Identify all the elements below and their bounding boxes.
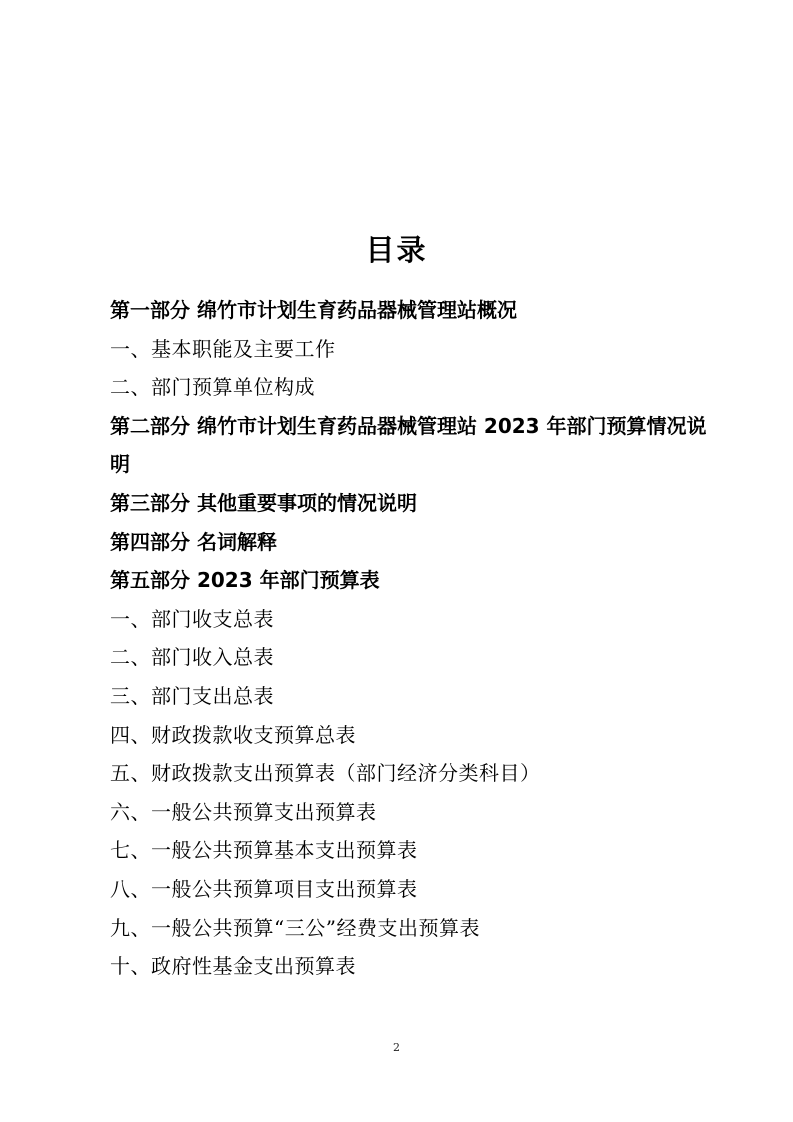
toc-entry-part-5-item-2: 二、部门收入总表 bbox=[110, 645, 274, 670]
toc-entry-part-5-item-1: 一、部门收支总表 bbox=[110, 606, 274, 631]
toc-list bbox=[110, 291, 710, 986]
toc-entry-part-5-item-8: 八、一般公共预算项目支出预算表 bbox=[110, 876, 418, 901]
toc-entry-part-4: 第四部分 名词解释 bbox=[110, 529, 277, 554]
toc-title: 目录 bbox=[365, 233, 428, 267]
toc-entry-part-5-item-9: 九、一般公共预算“三公”经费支出预算表 bbox=[110, 915, 480, 940]
toc-entry-part-3: 第三部分 其他重要事项的情况说明 bbox=[110, 490, 417, 515]
toc-entry-part-5-item-7: 七、一般公共预算基本支出预算表 bbox=[110, 838, 418, 863]
toc-entry-part-1-item-1: 一、基本职能及主要工作 bbox=[110, 336, 336, 361]
toc-entry-part-5-item-3: 三、部门支出总表 bbox=[110, 683, 274, 708]
toc-entry-part-2: 第二部分 绵竹市计划生育药品器械管理站 2023 年部门预算情况说明 bbox=[110, 413, 707, 477]
toc-entry-part-5-item-6: 六、一般公共预算支出预算表 bbox=[110, 799, 377, 824]
toc-entry-part-1-item-2: 二、部门预算单位构成 bbox=[110, 375, 315, 400]
toc-entry-part-1: 第一部分 绵竹市计划生育药品器械管理站概况 bbox=[110, 298, 517, 322]
page-number: 2 bbox=[393, 1041, 400, 1054]
toc-entry-part-5: 第五部分 2023 年部门预算表 bbox=[110, 568, 380, 593]
toc-entry-part-5-item-4: 四、财政拨款收支预算总表 bbox=[110, 722, 356, 747]
toc-entry-part-5-item-10: 十、政府性基金支出预算表 bbox=[110, 954, 356, 979]
toc-entry-part-5-item-5: 五、财政拨款支出预算表（部门经济分类科目） bbox=[110, 761, 541, 786]
